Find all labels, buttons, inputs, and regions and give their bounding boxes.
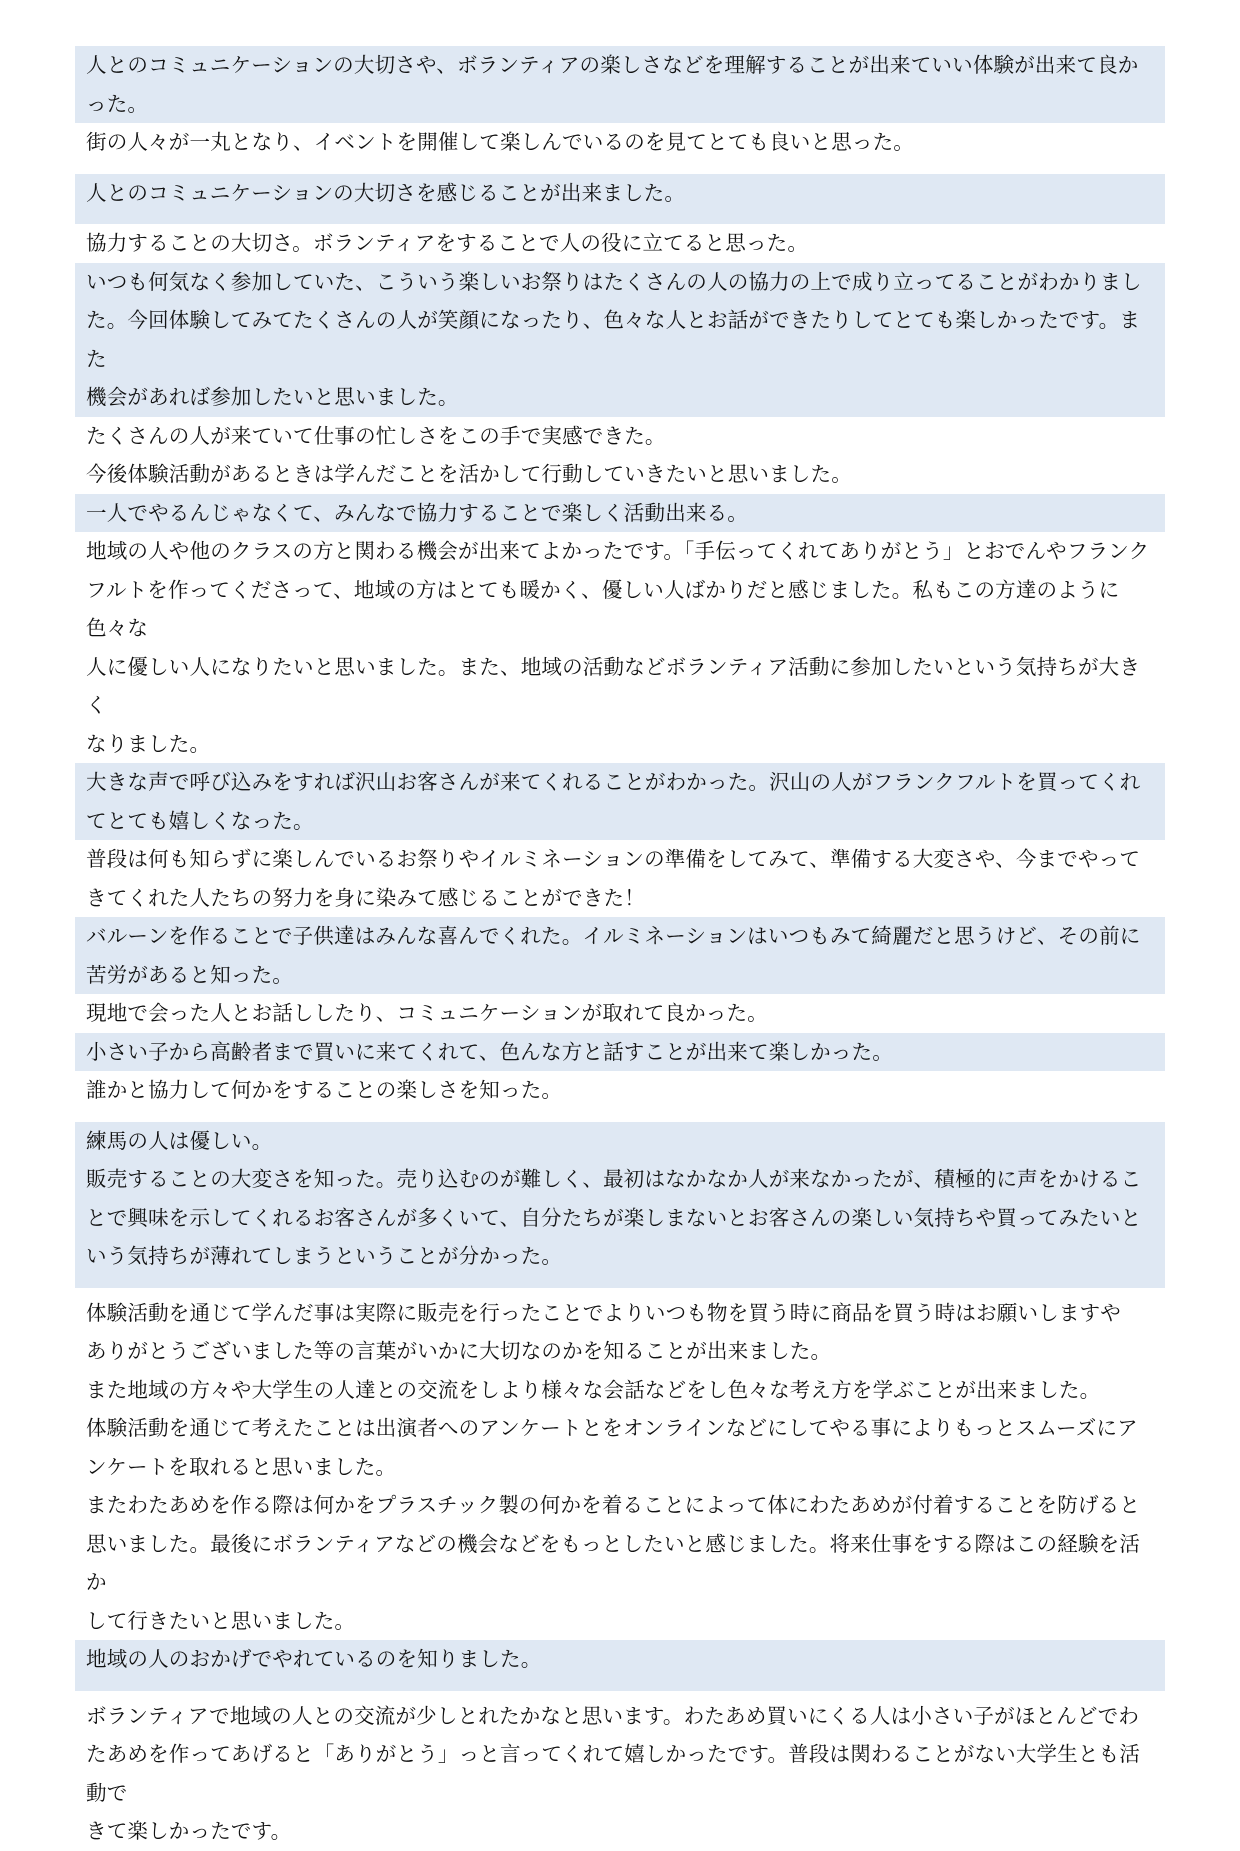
comment-entry: 大きな声で呼び込みをすれば沢山お客さんが来てくれることがわかった。沢山の人がフランクフルトを買ってくれ てとても嬉しくなった。 <box>75 763 1165 840</box>
comment-entry: ボランティアで地域の人との交流が少しとれたかなと思います。わたあめ買いにくる人は小さい子がほとんどでわ たあめを作ってあげると「ありがとう」っと言ってくれて嬉しかったです。普段は関わることがない大学生とも活動で きて楽しかったです。 <box>86 1703 1141 1843</box>
comment-entry: 現地で会った人とお話ししたり、コミュニケーションが取れて良かった。 <box>86 1001 768 1025</box>
comment-entry: 街の人々が一丸となり、イベントを開催して楽しんでいるのを見てとても良いと思った。 <box>86 130 914 154</box>
comment-entry: たくさんの人が来ていて仕事の忙しさをこの手で実感できた。 今後体験活動があるときは学んだことを活かして行動していきたいと思いました。 <box>86 423 852 486</box>
comment-list <box>75 46 1165 1851</box>
comment-entry: 人とのコミュニケーションの大切さや、ボランティアの楽しさなどを理解することが出来ていい体験が出来て良か った。 <box>75 46 1165 123</box>
comment-entry: 誰かと協力して何かをすることの楽しさを知った。 <box>86 1078 563 1102</box>
comment-entry: 小さい子から高齢者まで買いに来てくれて、色んな方と話すことが出来て楽しかった。 <box>75 1033 1165 1072</box>
comment-entry: 地域の人のおかげでやれているのを知りました。 <box>75 1640 1165 1691</box>
comment-entry: 体験活動を通じて学んだ事は実際に販売を行ったことでよりいつも物を買う時に商品を買う時はお願いしますや ありがとうございました等の言葉がいかに大切なのかを知ることが出来ました。 また地域の方々や大学生の人達との交流をしより様々な会話などをし色々な考え方を学ぶことが出来ました。 体験活動を通じて考えたことは出演者へのアンケートとをオンラインなどにしてやる事によりもっとスムーズにア ンケートを取れると思いました。 またわたあめを作る際は何かをプラスチック製の何かを着ることによって体にわたあめが付着することを防げると 思いました。最後にボランティアなどの機会などをもっとしたいと感じました。将来仕事をする際はこの経験を活か して行きたいと思いました。 <box>86 1300 1141 1633</box>
comment-entry: 練馬の人は優しい。 販売することの大変さを知った。売り込むのが難しく、最初はなかなか人が来なかったが、積極的に声をかけるこ とで興味を示してくれるお客さんが多くいて、自分たちが楽しまないとお客さんの楽しい気持ちや買ってみたいと いう気持ちが薄れてしまうということが分かった。 <box>75 1122 1165 1288</box>
comment-entry: いつも何気なく参加していた、こういう楽しいお祭りはたくさんの人の協力の上で成り立ってることがわかりまし た。今回体験してみてたくさんの人が笑顔になったり、色々な人とお話ができたりしてとても楽しかったです。また 機会があれば参加したいと思いました。 <box>75 263 1165 417</box>
comment-entry: 人とのコミュニケーションの大切さを感じることが出来ました。 <box>75 174 1165 225</box>
comment-entry: 普段は何も知らずに楽しんでいるお祭りやイルミネーションの準備をしてみて、準備する大変さや、今までやって きてくれた人たちの努力を身に染みて感じることができた！ <box>86 847 1141 910</box>
comment-entry: バルーンを作ることで子供達はみんな喜んでくれた。イルミネーションはいつもみて綺麗だと思うけど、その前に 苦労があると知った。 <box>75 917 1165 994</box>
comment-entry: 一人でやるんじゃなくて、みんなで協力することで楽しく活動出来る。 <box>75 494 1165 533</box>
comment-entry: 地域の人や他のクラスの方と関わる機会が出来てよかったです。「手伝ってくれてありがとう」とおでんやフランク フルトを作ってくださって、地域の方はとても暖かく、優しい人ばかりだと感じました。私もこの方達のように色々な 人に優しい人になりたいと思いました。また、地域の活動などボランティア活動に参加したいという気持ちが大きく なりました。 <box>86 539 1150 756</box>
comment-entry: 協力することの大切さ。ボランティアをすることで人の役に立てると思った。 <box>86 231 809 255</box>
